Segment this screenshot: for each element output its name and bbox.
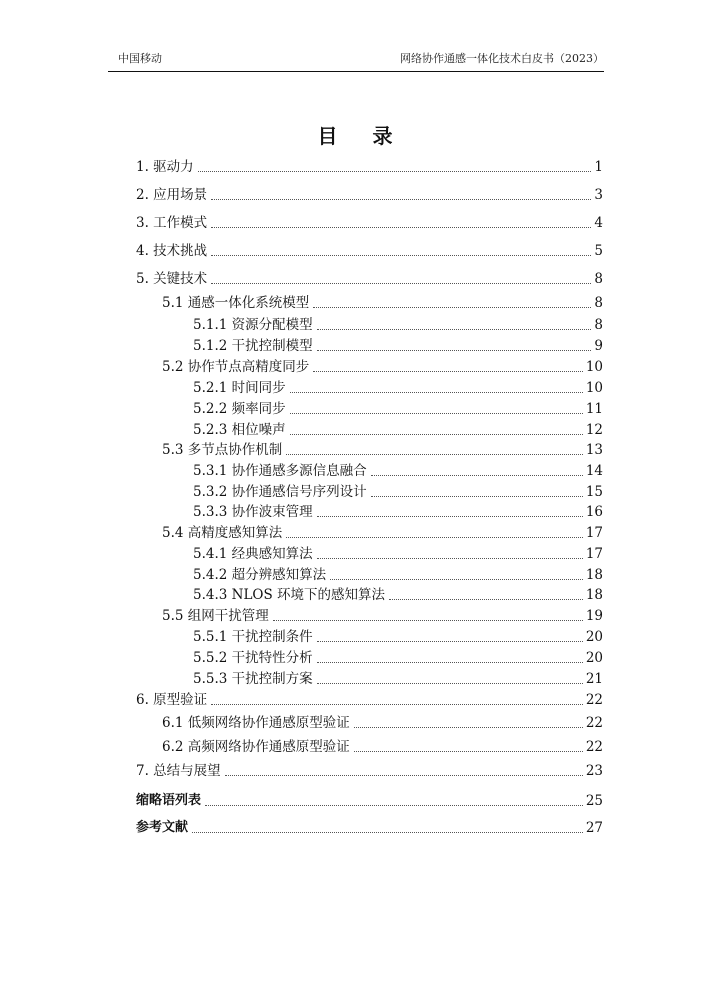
toc-entry-label: 5.4 高精度感知算法 — [162, 525, 283, 541]
toc-entry-page: 11 — [585, 401, 603, 417]
toc-entry-page: 8 — [594, 317, 603, 333]
toc-leader-dots — [354, 750, 583, 752]
toc-entry-label: 6.2 高频网络协作通感原型验证 — [162, 739, 350, 755]
toc-entry[interactable] — [193, 420, 603, 440]
toc-entry-label: 5.5.3 干扰控制方案 — [193, 671, 313, 687]
toc-entry[interactable] — [193, 336, 603, 356]
header-org: 中国移动 — [118, 52, 162, 65]
toc-entry-page: 27 — [585, 820, 603, 836]
toc-entry[interactable] — [136, 690, 603, 710]
toc-entry-page: 10 — [585, 359, 603, 375]
toc-entry-label: 5.3 多节点协作机制 — [162, 442, 283, 458]
toc-leader-dots — [211, 282, 591, 284]
toc-leader-dots — [211, 198, 591, 200]
toc-entry-label: 5.2.2 频率同步 — [193, 401, 286, 417]
toc-entry[interactable] — [193, 461, 603, 481]
toc-entry-page: 22 — [585, 739, 603, 755]
toc-entry-page: 19 — [585, 608, 603, 624]
toc-leader-dots — [286, 536, 583, 538]
toc-entry-page: 5 — [594, 243, 603, 259]
toc-entry[interactable] — [193, 315, 603, 335]
toc-entry-label: 5.4.3 NLOS 环境下的感知算法 — [193, 587, 386, 603]
toc-entry-label: 5.5.2 干扰特性分析 — [193, 650, 313, 666]
toc-leader-dots — [290, 391, 583, 393]
toc-entry-page: 17 — [585, 546, 603, 562]
toc-entry-page: 18 — [585, 567, 603, 583]
toc-entry-page: 17 — [585, 525, 603, 541]
toc-entry[interactable] — [136, 269, 603, 289]
toc-leader-dots — [389, 598, 583, 600]
toc-leader-dots — [317, 640, 583, 642]
toc-entry-label: 5.3.2 协作通感信号序列设计 — [193, 484, 367, 500]
toc-entry-page: 9 — [594, 338, 603, 354]
toc-leader-dots — [211, 703, 583, 705]
toc-entry-label: 5.2 协作节点高精度同步 — [162, 359, 310, 375]
toc-entry-label: 4. 技术挑战 — [136, 243, 208, 259]
toc-entry-label: 3. 工作模式 — [136, 215, 208, 231]
toc-entry[interactable] — [193, 627, 603, 647]
toc-leader-dots — [211, 254, 591, 256]
toc-entry[interactable] — [193, 482, 603, 502]
toc-leader-dots — [313, 306, 591, 308]
toc-entry-page: 14 — [585, 463, 603, 479]
toc-leader-dots — [330, 578, 583, 580]
toc-entry-page: 20 — [585, 629, 603, 645]
toc-entry[interactable] — [193, 585, 603, 605]
toc-entry-label: 7. 总结与展望 — [136, 763, 221, 779]
toc-leader-dots — [317, 328, 592, 330]
toc-entry[interactable] — [162, 523, 603, 543]
toc-entry-page: 22 — [585, 715, 603, 731]
toc-entry-page: 23 — [585, 763, 603, 779]
toc-leader-dots — [286, 453, 583, 455]
toc-entry-page: 16 — [585, 504, 603, 520]
toc-entry-label: 2. 应用场景 — [136, 187, 208, 203]
toc-entry-label: 缩略语列表 — [136, 793, 202, 808]
toc-entry[interactable] — [136, 791, 603, 811]
toc-leader-dots — [317, 515, 583, 517]
toc-entry-label: 5.4.1 经典感知算法 — [193, 546, 313, 562]
header-doc-title: 网络协作通感一体化技术白皮书（2023） — [400, 52, 604, 65]
toc-entry-label: 6. 原型验证 — [136, 692, 208, 708]
toc-entry-page: 13 — [585, 442, 603, 458]
toc-entry[interactable] — [193, 502, 603, 522]
toc-leader-dots — [317, 682, 583, 684]
toc-entry[interactable] — [136, 818, 603, 838]
toc-leader-dots — [313, 370, 583, 372]
toc-entry[interactable] — [193, 669, 603, 689]
toc-entry-label: 5. 关键技术 — [136, 271, 208, 287]
toc-entry-page: 12 — [585, 422, 603, 438]
toc-entry-page: 21 — [585, 671, 603, 687]
toc-entry-page: 8 — [594, 295, 603, 311]
toc-entry[interactable] — [162, 357, 603, 377]
toc-leader-dots — [273, 619, 583, 621]
toc-leader-dots — [290, 433, 583, 435]
toc-leader-dots — [225, 774, 583, 776]
toc-entry-label: 5.1 通感一体化系统模型 — [162, 295, 310, 311]
toc-leader-dots — [371, 495, 583, 497]
toc-entry[interactable] — [162, 293, 603, 313]
toc-entry-page: 18 — [585, 587, 603, 603]
toc-entry-label: 1. 驱动力 — [136, 159, 194, 175]
toc-entry-label: 5.5 组网干扰管理 — [162, 608, 269, 624]
toc-entry-page: 10 — [585, 380, 603, 396]
toc-entry-label: 参考文献 — [136, 820, 189, 835]
page-header — [118, 50, 604, 70]
toc-entry[interactable] — [136, 241, 603, 261]
toc-entry-page: 25 — [585, 793, 603, 809]
header-divider — [108, 71, 604, 72]
toc-entry[interactable] — [162, 440, 603, 460]
page-title: 目 录 — [317, 124, 407, 148]
toc-entry-label: 5.1.2 干扰控制模型 — [193, 338, 313, 354]
toc-entry-label: 5.3.3 协作波束管理 — [193, 504, 313, 520]
toc-entry-page: 8 — [594, 271, 603, 287]
toc-entry[interactable] — [193, 544, 603, 564]
toc-entry-page: 22 — [585, 692, 603, 708]
toc-entry-page: 15 — [585, 484, 603, 500]
toc-entry-page: 4 — [594, 215, 603, 231]
toc-entry[interactable] — [193, 565, 603, 585]
toc-entry[interactable] — [193, 399, 603, 419]
toc-entry[interactable] — [136, 761, 603, 781]
toc-leader-dots — [354, 726, 583, 728]
toc-entry[interactable] — [162, 713, 603, 733]
toc-leader-dots — [211, 226, 591, 228]
toc-leader-dots — [317, 661, 583, 663]
toc-leader-dots — [192, 831, 583, 833]
toc-leader-dots — [198, 170, 592, 172]
toc-leader-dots — [205, 804, 583, 806]
toc-entry-label: 5.5.1 干扰控制条件 — [193, 629, 313, 645]
toc-entry-page: 20 — [585, 650, 603, 666]
toc-entry[interactable] — [162, 737, 603, 757]
toc-entry[interactable] — [136, 185, 603, 205]
toc-entry-label: 5.1.1 资源分配模型 — [193, 317, 313, 333]
toc-leader-dots — [371, 474, 583, 476]
toc-entry-label: 5.3.1 协作通感多源信息融合 — [193, 463, 367, 479]
toc-entry[interactable] — [193, 378, 603, 398]
toc-entry[interactable] — [136, 157, 603, 177]
toc-entry-page: 3 — [594, 187, 603, 203]
toc-entry-label: 6.1 低频网络协作通感原型验证 — [162, 715, 350, 731]
toc-entry-label: 5.4.2 超分辨感知算法 — [193, 567, 327, 583]
toc-leader-dots — [290, 412, 583, 414]
toc-entry[interactable] — [162, 606, 603, 626]
toc-entry-label: 5.2.1 时间同步 — [193, 380, 286, 396]
toc-entry[interactable] — [136, 213, 603, 233]
toc-entry[interactable] — [193, 648, 603, 668]
toc-leader-dots — [317, 349, 592, 351]
toc-entry-label: 5.2.3 相位噪声 — [193, 422, 286, 438]
toc-leader-dots — [317, 557, 583, 559]
toc-entry-page: 1 — [594, 159, 603, 175]
